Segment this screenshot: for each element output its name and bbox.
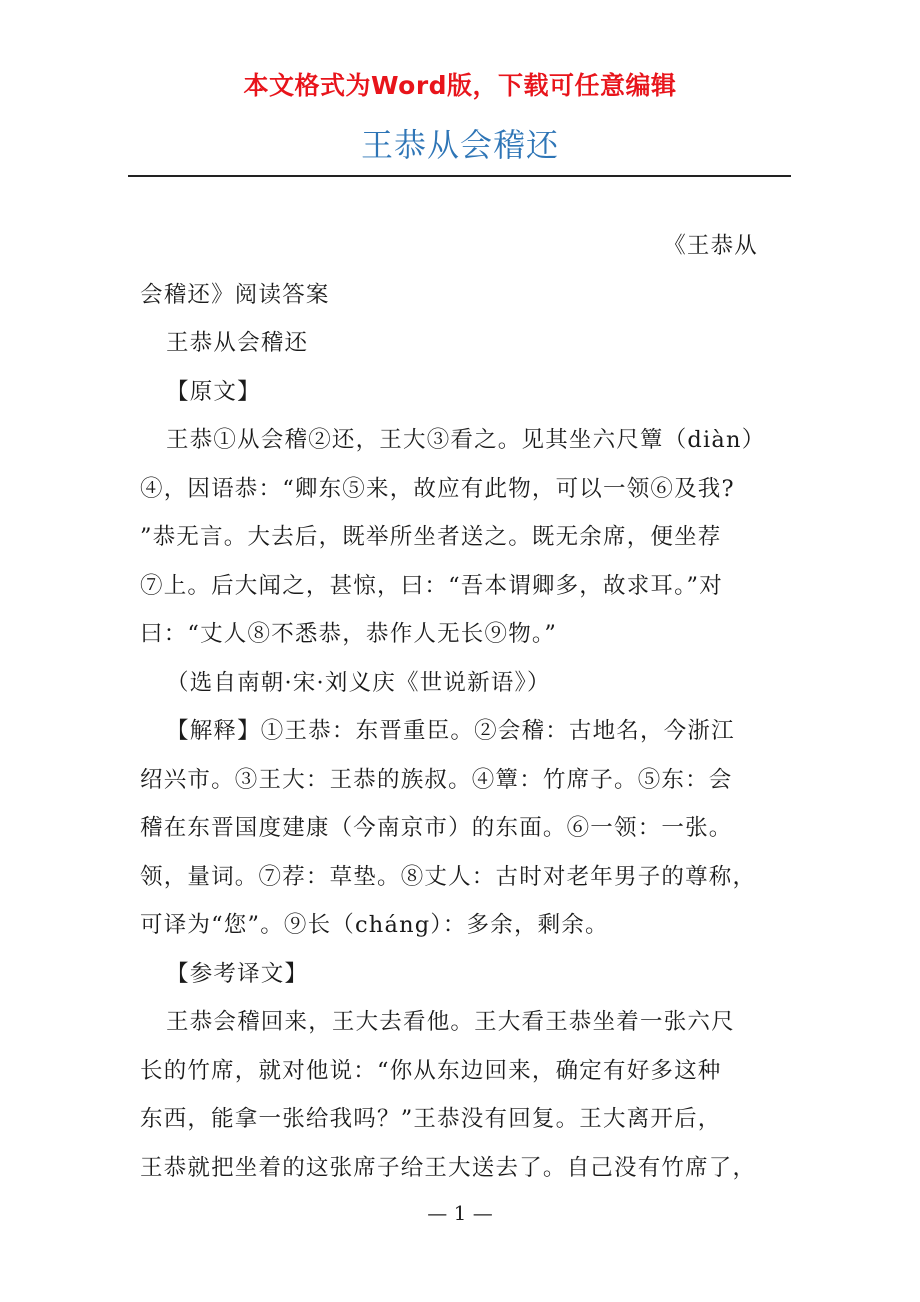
intro-line: 《王恭从 — [663, 233, 758, 259]
original-text-line: 曰：“丈人⑧不悉恭，恭作人无长⑨物。” — [140, 621, 558, 647]
page-number: — 1 — — [427, 1201, 493, 1225]
document-title: 王恭从会稽还 — [360, 126, 559, 164]
document-body — [140, 222, 770, 1192]
section-heading-original: 【原文】 — [166, 378, 261, 405]
source-citation: （选自南朝·宋·刘义庆《世说新语》） — [166, 669, 551, 696]
translation-line: 东西，能拿一张给我吗？”王恭没有回复。王大离开后， — [140, 1106, 722, 1132]
translation-line: 王恭就把坐着的这张席子给王大送去了。自己没有竹席了， — [140, 1154, 757, 1181]
section-heading-translation: 【参考译文】 — [166, 960, 309, 987]
translation-line: 王恭会稽回来，王大去看他。王大看王恭坐着一张六尺 — [166, 1009, 735, 1035]
original-text-line: ⑦上。后大闻之，甚惊，曰：“吾本谓卿多，故求耳。”对 — [140, 572, 723, 599]
original-text-line: 王恭①从会稽②还，王大③看之。见其坐六尺簟（diàn） — [166, 427, 766, 453]
intro-line: 会稽还》阅读答案 — [140, 281, 330, 308]
notes-line: 【解释】①王恭：东晋重臣。②会稽：古地名，今浙江 — [166, 718, 735, 744]
notes-line: 绍兴市。③王大：王恭的族叔。④簟：竹席子。⑤东：会 — [140, 766, 733, 793]
original-text-line: ④，因语恭：“卿东⑤来，故应有此物，可以一领⑥及我? — [140, 475, 735, 502]
original-text-line: ”恭无言。大去后，既举所坐者送之。既无余席，便坐荐 — [140, 524, 722, 550]
notes-line: 领，量词。⑦荐：草垫。⑧丈人：古时对老年男子的尊称， — [140, 863, 757, 890]
word-format-banner: 本文格式为Word版，下载可任意编辑 — [243, 71, 677, 100]
translation-line: 长的竹席，就对他说：“你从东边回来，确定有好多这种 — [140, 1057, 722, 1084]
notes-line: 可译为“您”。⑨长（cháng）：多余，剩余。 — [140, 912, 609, 938]
notes-line: 稽在东晋国度建康（今南京市）的东面。⑥一领：一张。 — [140, 815, 733, 841]
section-title: 王恭从会稽还 — [166, 330, 309, 356]
title-divider — [128, 175, 791, 177]
